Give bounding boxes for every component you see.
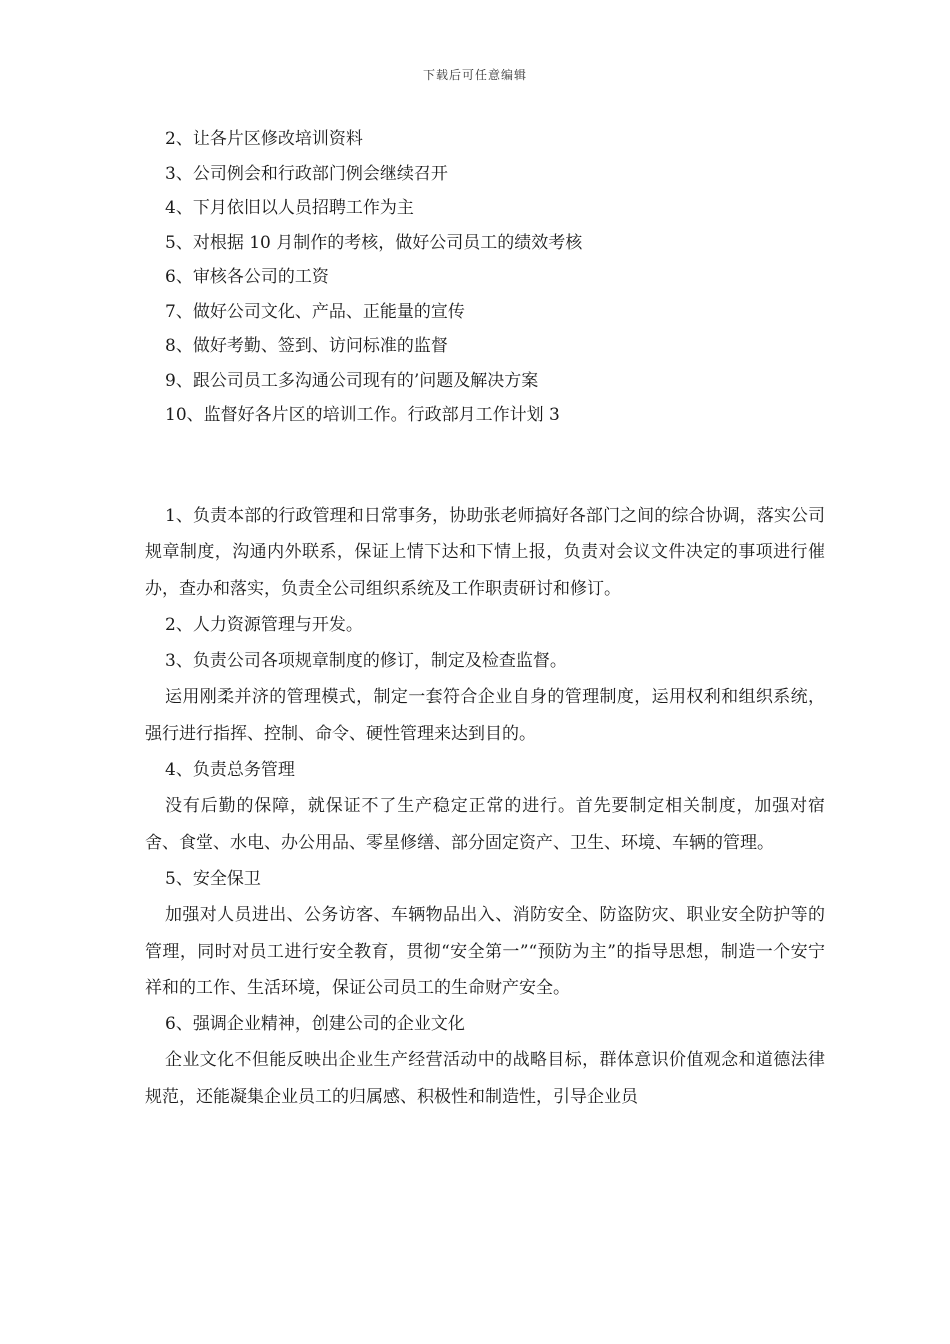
list-item: 4、下月依旧以人员招聘工作为主: [165, 198, 414, 218]
paragraph-security: 加强对人员进出、公务访客、车辆物品出入、消防安全、防盗防灾、职业安全防护等的管理，同时对员工进行安全教育，贯彻“安全第一”“预防为主”的指导思想，制造一个安宁祥和的工作、生活环境，保证公司员工的生命财产安全。: [145, 905, 825, 998]
list-item: 9、跟公司员工多沟通公司现有的’问题及解决方案: [165, 370, 539, 391]
list-item: 8、做好考勤、签到、访问标准的监督: [165, 336, 448, 356]
page-header: 下载后可任意编辑: [422, 68, 527, 82]
section-heading-hr: 2、人力资源管理与开发。: [165, 614, 363, 635]
list-item: 6、审核各公司的工资: [165, 267, 329, 287]
paragraph-duties: 1、负责本部的行政管理和日常事务，协助张老师搞好各部门之间的综合协调，落实公司规章制度，沟通内外联系，保证上情下达和下情上报，负责对会议文件决定的事项进行催办，查办和落实，负责全公司组织系统及工作职责研讨和修订。: [145, 506, 825, 599]
section-heading-security: 5、安全保卫: [165, 868, 261, 889]
plan-list: [145, 122, 825, 433]
list-item: 2、让各片区修改培训资料: [165, 129, 363, 149]
paragraph-rules: 运用刚柔并济的管理模式，制定一套符合企业自身的管理制度，运用权利和组织系统，强行进行指挥、控制、命令、硬性管理来达到目的。: [145, 687, 825, 744]
paragraph-general-affairs: 没有后勤的保障，就保证不了生产稳定正常的进行。首先要制定相关制度，加强对宿舍、食堂、水电、办公用品、零星修缮、部分固定资产、卫生、环境、车辆的管理。: [145, 796, 825, 853]
section-heading-culture: 6、强调企业精神，创建公司的企业文化: [165, 1014, 465, 1035]
paragraph-culture: 企业文化不但能反映出企业生产经营活动中的战略目标，群体意识价值观念和道德法律规范，还能凝集企业员工的归属感、积极性和制造性，引导企业员: [145, 1050, 825, 1107]
list-item: 10、监督好各片区的培训工作。行政部月工作计划 3: [165, 405, 560, 425]
body-text: [145, 498, 825, 1115]
section-heading-rules: 3、负责公司各项规章制度的修订，制定及检查监督。: [165, 651, 567, 672]
list-item: 5、对根据 10 月制作的考核，做好公司员工的绩效考核: [165, 232, 583, 253]
list-item: 7、做好公司文化、产品、正能量的宣传: [165, 301, 465, 322]
list-item: 3、公司例会和行政部门例会继续召开: [165, 163, 448, 184]
section-heading-general-affairs: 4、负责总务管理: [165, 760, 295, 781]
